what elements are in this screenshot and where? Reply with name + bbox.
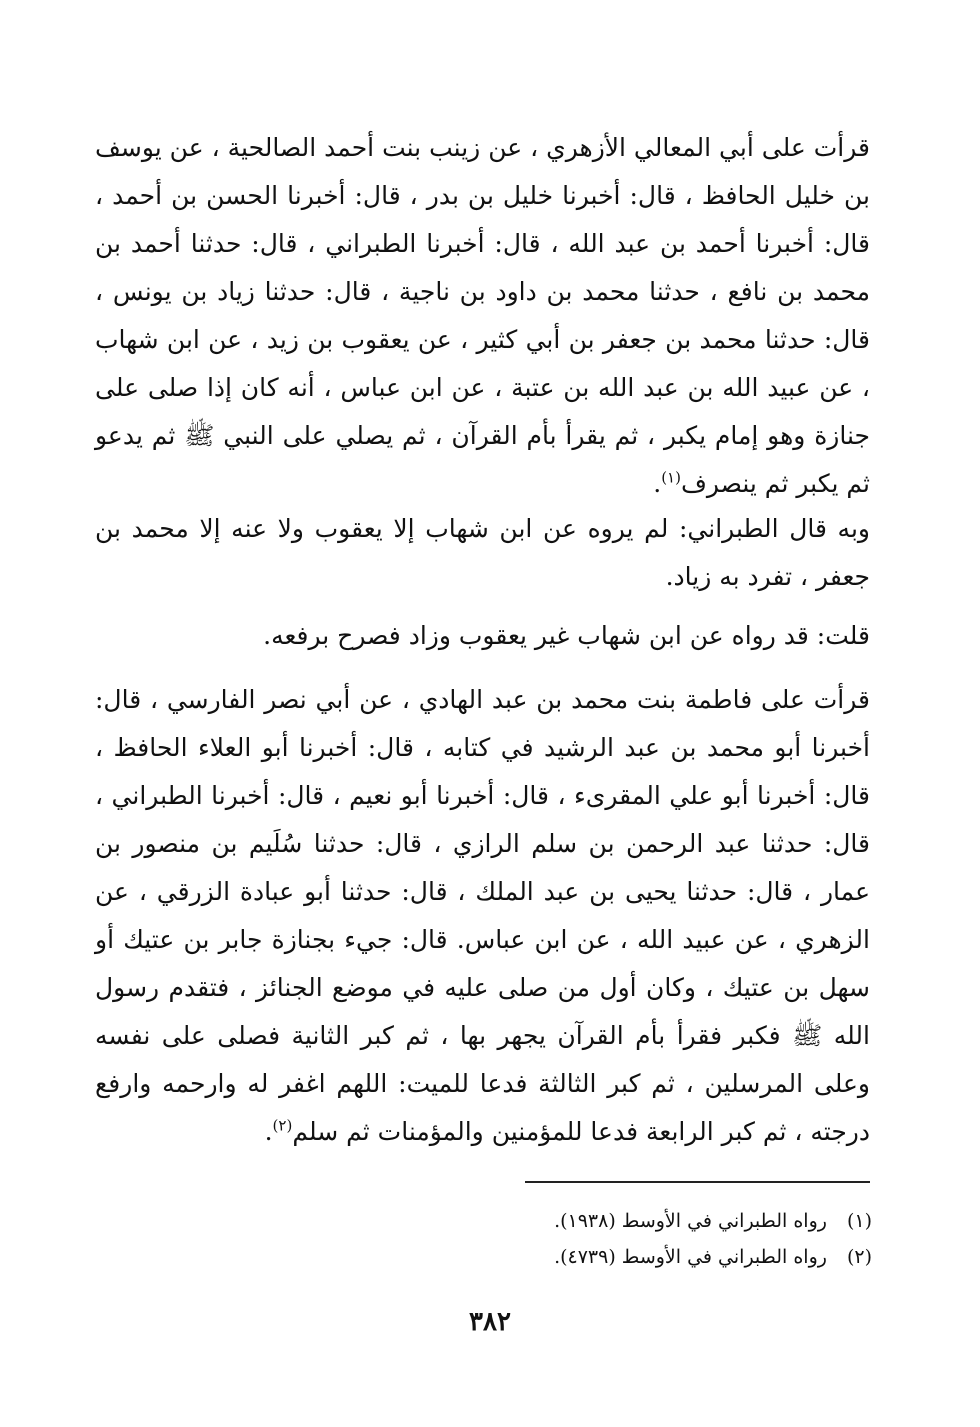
page-number: ٣٨٢ — [469, 1307, 511, 1337]
paragraph-4-end: . — [264, 1117, 273, 1146]
paragraph-1-text: قرأت على أبي المعالي الأزهري ، عن زينب بنت أحمد الصالحية ، عن يوسف بن خليل الحافظ ، قال: أخبرنا خليل بن بدر ، قال: أخبرنا الحسن بن أحمد ، قال: أخبرنا أحمد بن عبد الله ، قال: أخبرنا الطبراني ، قال: حدثنا أحمد بن محمد بن نافع ، حدثنا محمد بن داود بن ناجية ، قال: حدثنا زياد بن يونس ، قال: حدثنا محمد بن جعفر بن أبي كثير ، عن يعقوب بن زيد ، عن ابن شهاب ، عن عبيد الله بن عبد الله بن عتبة ، عن ابن عباس ، أنه كان إذا صلى على جنازة وهو إمام يكبر ، ثم يقرأ بأم القرآن ، ثم يصلي على النبي ﷺ ثم يدعو ثم يكبر ثم ينصرف — [95, 133, 870, 498]
paragraph-2 — [95, 505, 870, 601]
footnote-1-number: (١) — [846, 1210, 872, 1232]
paragraph-3 — [95, 612, 870, 660]
paragraph-3-text: قلت: قد رواه عن ابن شهاب غير يعقوب وزاد فصرح برفعه. — [263, 621, 870, 650]
paragraph-4 — [95, 676, 870, 1156]
paragraph-1-end: . — [653, 469, 662, 498]
footnote-1 — [272, 1203, 872, 1239]
paragraph-1 — [95, 124, 870, 508]
footnote-divider — [525, 1181, 870, 1183]
footnote-ref-1: (١) — [661, 468, 681, 487]
footnotes — [272, 1203, 872, 1275]
footnote-1-text: رواه الطبراني في الأوسط (١٩٣٨). — [554, 1210, 827, 1232]
paragraph-2-text: وبه قال الطبراني: لم يروه عن ابن شهاب إلا يعقوب ولا عنه إلا محمد بن جعفر ، تفرد به زياد. — [95, 514, 870, 591]
footnote-2 — [272, 1239, 872, 1275]
footnote-2-number: (٢) — [846, 1246, 872, 1268]
footnote-ref-2: (٢) — [272, 1116, 293, 1135]
paragraph-4-text: قرأت على فاطمة بنت محمد بن عبد الهادي ، عن أبي نصر الفارسي ، قال: أخبرنا أبو محمد بن عبد الرشيد في كتابه ، قال: أخبرنا أبو العلاء الحافظ ، قال: أخبرنا أبو علي المقرىء ، قال: أخبرنا أبو نعيم ، قال: أخبرنا الطبراني ، قال: حدثنا عبد الرحمن بن سلم الرازي ، قال: حدثنا سُلَيم بن منصور بن عمار ، قال: حدثنا يحيى بن عبد الملك ، قال: حدثنا أبو عبادة الزرقي ، عن الزهري ، عن عبيد الله ، عن ابن عباس. قال: جيء بجنازة جابر بن عتيك أو سهل بن عتيك ، وكان أول من صلى عليه في موضع الجنائز ، فتقدم رسول الله ﷺ فكبر فقرأ بأم القرآن يجهر بها ، ثم كبر الثانية فصلى على نفسه وعلى المرسلين ، ثم كبر الثالثة فدعا للميت: اللهم اغفر له وارحمه وارفع درجته ، ثم كبر الرابعة فدعا للمؤمنين والمؤمنات ثم سلم — [95, 685, 870, 1146]
footnote-2-text: رواه الطبراني في الأوسط (٤٧٣٩). — [554, 1246, 827, 1268]
